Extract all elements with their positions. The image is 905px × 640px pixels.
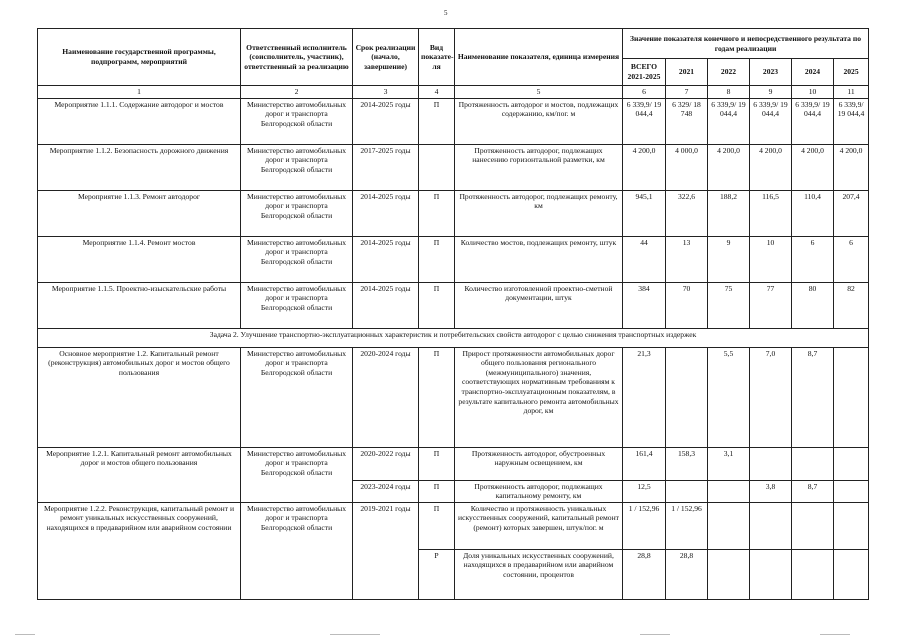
indicator-type: П — [419, 190, 455, 236]
column-number: 4 — [419, 86, 455, 99]
value-2025 — [834, 480, 869, 502]
column-number: 1 — [38, 86, 241, 99]
value-total: 21,3 — [623, 347, 666, 447]
indicator-type: П — [419, 98, 455, 144]
column-number: 10 — [792, 86, 834, 99]
value-2021 — [666, 347, 708, 447]
column-number: 8 — [708, 86, 750, 99]
header-type: Вид показате-ля — [419, 29, 455, 86]
value-2024 — [792, 502, 834, 549]
value-2021: 13 — [666, 236, 708, 282]
column-number: 5 — [455, 86, 623, 99]
indicator-type: П — [419, 447, 455, 480]
value-2023: 7,0 — [750, 347, 792, 447]
value-2021: 70 — [666, 282, 708, 328]
header-executor: Ответственный исполнитель (соисполнитель, участник), ответственный за реализацию — [241, 29, 353, 86]
value-2021: 28,8 — [666, 549, 708, 599]
executor: Министерство автомобильных дорог и транспорта Белгородской области — [241, 190, 353, 236]
table-row — [38, 236, 869, 282]
scan-artifact-line — [330, 634, 380, 635]
column-number: 9 — [750, 86, 792, 99]
indicator-name: Протяженность автодорог, подлежащих нанесению горизонтальной разметки, км — [455, 144, 623, 190]
value-total: 28,8 — [623, 549, 666, 599]
event-name: Мероприятие 1.2.1. Капитальный ремонт автомобильных дорог и мостов общего пользования — [38, 447, 241, 502]
header-total: ВСЕГО 2021-2025 — [623, 59, 666, 86]
indicator-name: Прирост протяженности автомобильных дорог общего пользования регионального (межмуниципального) значения, соответствующих нормативным требованиям к транспортно-эксплуатационным показателям, в результате капитального ремонта автомобильных дорог, км — [455, 347, 623, 447]
indicator-name: Протяженность автодорог, подлежащих ремонту, км — [455, 190, 623, 236]
value-2024: 110,4 — [792, 190, 834, 236]
value-2023 — [750, 502, 792, 549]
event-name: Мероприятие 1.1.3. Ремонт автодорог — [38, 190, 241, 236]
table-row — [38, 144, 869, 190]
value-2022: 6 339,9/ 19 044,4 — [708, 98, 750, 144]
value-total: 1 / 152,96 — [623, 502, 666, 549]
value-2021: 322,6 — [666, 190, 708, 236]
value-total: 945,1 — [623, 190, 666, 236]
executor: Министерство автомобильных дорог и транспорта Белгородской области — [241, 236, 353, 282]
term: 2019-2021 годы — [353, 502, 419, 599]
event-name: Мероприятие 1.2.2. Реконструкция, капитальный ремонт и ремонт уникальных искусственных сооружений, находящихся в предаварийном или аварийном состоянии — [38, 502, 241, 599]
indicator-type — [419, 144, 455, 190]
value-2024: 8,7 — [792, 347, 834, 447]
event-name: Мероприятие 1.1.1. Содержание автодорог и мостов — [38, 98, 241, 144]
column-number: 2 — [241, 86, 353, 99]
value-2022: 5,5 — [708, 347, 750, 447]
term: 2014-2025 годы — [353, 190, 419, 236]
value-total: 44 — [623, 236, 666, 282]
value-total: 12,5 — [623, 480, 666, 502]
term: 2014-2025 годы — [353, 282, 419, 328]
value-2024: 4 200,0 — [792, 144, 834, 190]
value-2022: 188,2 — [708, 190, 750, 236]
indicator-type: П — [419, 347, 455, 447]
indicator-name: Протяженность автодорог, подлежащих капитальному ремонту, км — [455, 480, 623, 502]
executor: Министерство автомобильных дорог и транспорта Белгородской области — [241, 282, 353, 328]
value-2023: 3,8 — [750, 480, 792, 502]
value-2023: 4 200,0 — [750, 144, 792, 190]
value-2024 — [792, 549, 834, 599]
value-total: 6 339,9/ 19 044,4 — [623, 98, 666, 144]
executor: Министерство автомобильных дорог и транспорта Белгородской области — [241, 144, 353, 190]
header-indicator: Наименование показателя, единица измерения — [455, 29, 623, 86]
value-2025 — [834, 447, 869, 480]
executor: Министерство автомобильных дорог и транспорта Белгородской области — [241, 447, 353, 502]
indicator-type: П — [419, 282, 455, 328]
event-name: Мероприятие 1.1.5. Проектно-изыскательские работы — [38, 282, 241, 328]
value-2025 — [834, 549, 869, 599]
executor: Министерство автомобильных дорог и транспорта Белгородской области — [241, 502, 353, 599]
scan-artifact-line — [640, 634, 670, 635]
executor: Министерство автомобильных дорог и транспорта Белгородской области — [241, 98, 353, 144]
value-2022: 75 — [708, 282, 750, 328]
value-2025 — [834, 502, 869, 549]
value-2023: 10 — [750, 236, 792, 282]
value-2025: 82 — [834, 282, 869, 328]
event-name: Мероприятие 1.1.2. Безопасность дорожного движения — [38, 144, 241, 190]
value-2025: 6 339,9/ 19 044,4 — [834, 98, 869, 144]
value-2022 — [708, 502, 750, 549]
term: 2020-2024 годы — [353, 347, 419, 447]
column-number: 6 — [623, 86, 666, 99]
indicator-name: Доля уникальных искусственных сооружений, находящихся в предаварийном или аварийном состоянии, процентов — [455, 549, 623, 599]
indicator-name: Протяженность автодорог, обустроенных наружным освещением, км — [455, 447, 623, 480]
value-2023: 116,5 — [750, 190, 792, 236]
value-total: 384 — [623, 282, 666, 328]
table-row — [38, 347, 869, 447]
page-number: 5 — [444, 9, 448, 17]
column-number: 11 — [834, 86, 869, 99]
value-2022: 9 — [708, 236, 750, 282]
table-row — [38, 502, 869, 549]
value-2024: 8,7 — [792, 480, 834, 502]
value-2022 — [708, 480, 750, 502]
value-2023 — [750, 549, 792, 599]
term: 2017-2025 годы — [353, 144, 419, 190]
indicator-name: Количество изготовленной проектно-сметной документации, штук — [455, 282, 623, 328]
term: 2014-2025 годы — [353, 236, 419, 282]
column-number: 7 — [666, 86, 708, 99]
scan-artifact-line — [820, 634, 850, 635]
indicator-type: П — [419, 236, 455, 282]
indicator-type: П — [419, 502, 455, 549]
task-title: Задача 2. Улучшение транспортно-эксплуатационных характеристик и потребительских свойств автодорог с целью снижения транспортных издержек — [38, 328, 869, 347]
table-row — [38, 98, 869, 144]
header-program: Наименование государственной программы, подпрограмм, мероприятий — [38, 29, 241, 86]
value-2023: 6 339,9/ 19 044,4 — [750, 98, 792, 144]
header-term: Срок реализации (начало, завершение) — [353, 29, 419, 86]
header-year: 2024 — [792, 59, 834, 86]
indicator-type: Р — [419, 549, 455, 599]
indicator-name: Протяженность автодорог и мостов, подлежащих содержанию, км/пог. м — [455, 98, 623, 144]
value-2022 — [708, 549, 750, 599]
indicator-type: П — [419, 480, 455, 502]
header-year: 2021 — [666, 59, 708, 86]
event-name: Мероприятие 1.1.4. Ремонт мостов — [38, 236, 241, 282]
value-2021: 6 329/ 18 748 — [666, 98, 708, 144]
value-2025: 207,4 — [834, 190, 869, 236]
value-2021: 4 000,0 — [666, 144, 708, 190]
value-2024: 6 339,9/ 19 044,4 — [792, 98, 834, 144]
value-2025: 4 200,0 — [834, 144, 869, 190]
executor: Министерство автомобильных дорог и транспорта Белгородской области — [241, 347, 353, 447]
value-2022: 4 200,0 — [708, 144, 750, 190]
value-total: 161,4 — [623, 447, 666, 480]
term: 2014-2025 годы — [353, 98, 419, 144]
indicator-name: Количество и протяженность уникальных искусственных сооружений, капитальный ремонт (ремонт) которых завершен, штук/пог. м — [455, 502, 623, 549]
header-year: 2022 — [708, 59, 750, 86]
program-table — [37, 28, 869, 600]
task-row — [38, 328, 869, 347]
header-year: 2025 — [834, 59, 869, 86]
value-total: 4 200,0 — [623, 144, 666, 190]
value-2025 — [834, 347, 869, 447]
term: 2023-2024 годы — [353, 480, 419, 502]
value-2023: 77 — [750, 282, 792, 328]
event-name: Основное мероприятие 1.2. Капитальный ремонт (реконструкция) автомобильных дорог и мостов общего пользования — [38, 347, 241, 447]
header-values-group: Значение показателя конечного и непосредственного результата по годам реализации — [623, 29, 869, 59]
term: 2020-2022 годы — [353, 447, 419, 480]
header-year: 2023 — [750, 59, 792, 86]
value-2023 — [750, 447, 792, 480]
value-2021: 1 / 152,96 — [666, 502, 708, 549]
value-2024: 80 — [792, 282, 834, 328]
value-2021: 158,3 — [666, 447, 708, 480]
value-2021 — [666, 480, 708, 502]
scan-artifact-line — [15, 634, 35, 635]
value-2024 — [792, 447, 834, 480]
indicator-name: Количество мостов, подлежащих ремонту, штук — [455, 236, 623, 282]
value-2024: 6 — [792, 236, 834, 282]
value-2022: 3,1 — [708, 447, 750, 480]
table-row — [38, 282, 869, 328]
table-row — [38, 190, 869, 236]
value-2025: 6 — [834, 236, 869, 282]
column-number: 3 — [353, 86, 419, 99]
table-row — [38, 447, 869, 480]
